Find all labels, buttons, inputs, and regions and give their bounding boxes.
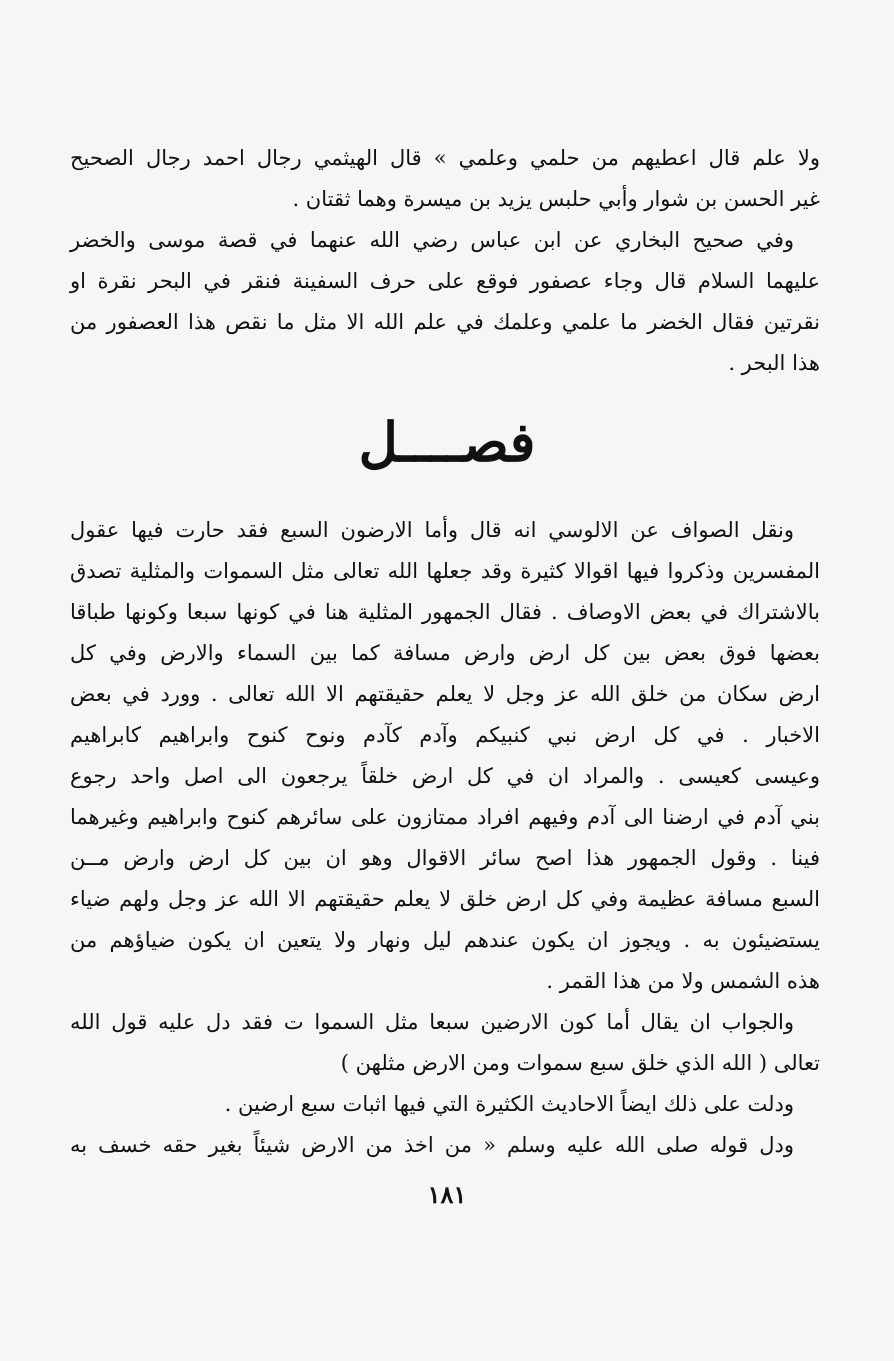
text-line: ارض سكان من خلق الله عز وجل لا يعلم حقيقتهم الا الله تعالى . وورد في بعض	[70, 682, 820, 706]
page-number: ١٨١	[427, 1180, 467, 1209]
text-line: تعالى ( الله الذي خلق سبع سموات ومن الارض مثلهن )	[340, 1051, 820, 1075]
text-line: وعيسى كعيسى . والمراد ان في كل ارض خلقاً يرجعون الى اصل واحد رجوع	[70, 764, 820, 788]
text-line: ودلت على ذلك ايضاً الاحاديث الكثيرة التي فيها اثبات سبع ارضين .	[224, 1092, 794, 1116]
text-line: المفسرين وذكروا فيها اقوالا كثيرة وقد جعلها الله تعالى مثل السموات والمثلية تصدق	[70, 559, 820, 583]
text-line: نقرتين فقال الخضر ما علمي وعلمك في علم الله الا مثل ما نقص هذا العصفور من	[70, 310, 820, 334]
text-line: بعضها فوق بعض بين كل ارض وارض مسافة كما بين السماء والارض وفي كل	[70, 641, 820, 665]
text-line: ولا علم قال اعطيهم من حلمي وعلمي » قال الهيثمي رجال احمد رجال الصحيح	[70, 146, 820, 170]
text-line: هذه الشمس ولا من هذا القمر .	[546, 969, 820, 993]
text-line: بني آدم في ارضنا الى آدم وفيهم افراد ممتازون على سائرهم كنوح وابراهيم وغيرهما	[70, 805, 820, 829]
text-line: ودل قوله صلى الله عليه وسلم « من اخذ من الارض شيئاً بغير حقه خسف به	[70, 1133, 794, 1157]
text-line: يستضيئون به . ويجوز ان يكون عندهم ليل ونهار ولا يتعين ان يكون ضياؤهم من	[70, 928, 820, 952]
text-line: عليهما السلام قال وجاء عصفور فوقع على حرف السفينة فنقر في البحر نقرة او	[70, 269, 820, 293]
text-line: السبع مسافة عظيمة وفي كل ارض خلق لا يعلم حقيقتهم الا الله عز وجل ولهم ضياء	[70, 887, 820, 911]
text-line: هذا البحر .	[728, 351, 820, 375]
section-title: فصــــل	[358, 410, 536, 474]
text-line: ونقل الصواف عن الالوسي انه قال وأما الارضون السبع فقد حارت فيها عقول	[70, 518, 794, 542]
text-line: الاخبار . في كل ارض نبي كنبيكم وآدم كآدم ونوح كنوح وابراهيم كابراهيم	[70, 723, 820, 747]
text-line: وفي صحيح البخاري عن ابن عباس رضي الله عنهما في قصة موسى والخضر	[70, 228, 794, 252]
main-text-block	[70, 510, 820, 1166]
text-line: فينا . وقول الجمهور هذا اصح سائر الاقوال وهو ان بين كل ارض وارض مــن	[70, 846, 820, 870]
text-line: والجواب ان يقال أما كون الارضين سبعا مثل السموا ت فقد دل عليه قول الله	[70, 1010, 794, 1034]
text-line: غير الحسن بن شوار وأبي حلبس يزيد بن ميسرة وهما ثقتان .	[292, 187, 820, 211]
text-line: بالاشتراك في بعض الاوصاف . فقال الجمهور المثلية هنا في كونها سبعا وكونها طباقا	[70, 600, 820, 624]
top-text-block	[70, 138, 820, 384]
